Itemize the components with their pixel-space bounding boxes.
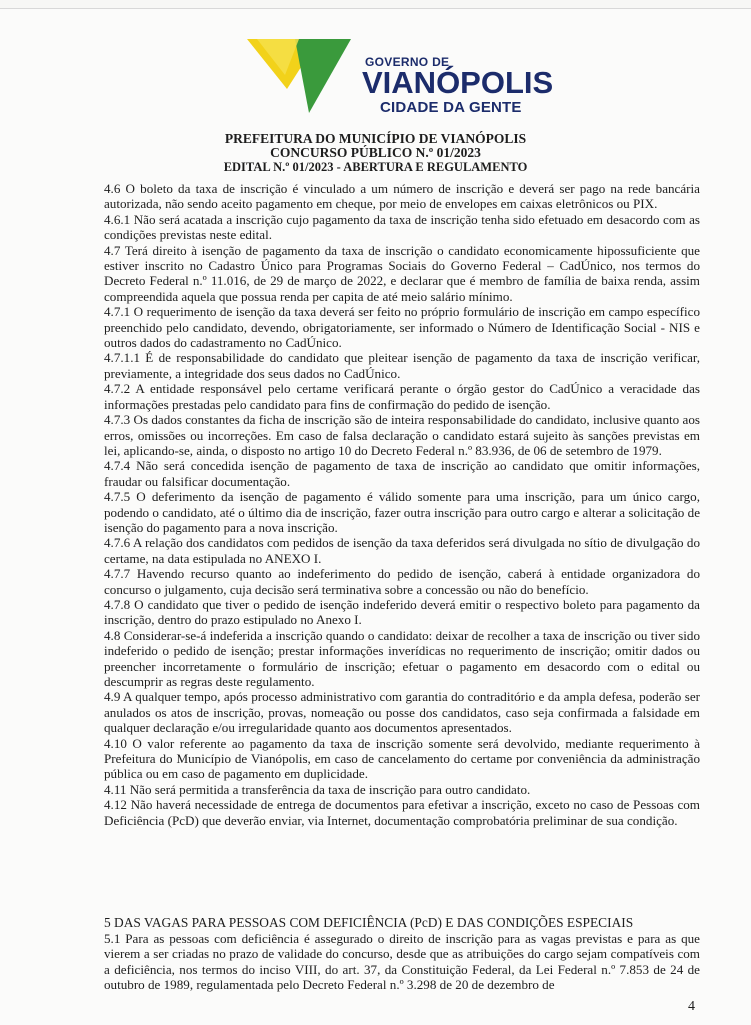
paragraph: 4.9 A qualquer tempo, após processo administrativo com garantia do contraditório e da ampla defesa, poderão ser anulados os atos de inscrição, provas, nomeação ou posse dos candidatos, caso seja confirmada a falsidade em qualquer declaração e/ou irregularidade quanto aos documentos apresentados. xyxy=(104,689,700,736)
paragraph: 4.8 Considerar-se-á indeferida a inscrição quando o candidato: deixar de recolher a taxa de inscrição ou tiver sido indeferido o pedido de isenção; prestar informações inverídicas no requerimento de inscrição; omitir dados ou preencher incorretamente o formulário de inscrição; efetuar o pagamento em desacordo com o edital ou descumprir as regras deste regulamento. xyxy=(104,627,700,689)
body-text xyxy=(104,181,700,828)
paragraph: 4.7.6 A relação dos candidatos com pedidos de isenção da taxa deferidos será divulgada no sítio de divulgação do certame, na data estipulada no ANEXO I. xyxy=(104,535,700,566)
paragraph: 4.7.5 O deferimento da isenção de pagamento é válido somente para uma inscrição, para um único cargo, podendo o candidato, até o último dia de inscrição, fazer outra inscrição para outro cargo e alterar a solicitação de isenção do pagamento para a nova inscrição. xyxy=(104,489,700,535)
logo-emblem-icon xyxy=(247,39,367,119)
paragraph: 4.7.1.1 É de responsabilidade do candidato que pleitear isenção de pagamento da taxa de inscrição verificar, previamente, a integridade dos seus dados no CadÚnico. xyxy=(104,350,700,381)
paragraph: 4.10 O valor referente ao pagamento da taxa de inscrição somente será devolvido, mediante requerimento à Prefeitura do Município de Vianópolis, em caso de cancelamento do certame por conveniência da administração pública ou em caso de pagamento em duplicidade. xyxy=(104,735,700,782)
paragraph: 4.6.1 Não será acatada a inscrição cujo pagamento da taxa de inscrição tenha sido efetuado em desacordo com as condições previstas neste edital. xyxy=(104,211,700,243)
paragraph: 4.6 O boleto da taxa de inscrição é vinculado a um número de inscrição e deverá ser pago na rede bancária autorizada, não sendo aceito pagamento em cheque, por meio de envelopes em caixas eletrônicos ou PIX. xyxy=(104,181,700,212)
header-edital: EDITAL N.º 01/2023 - ABERTURA E REGULAMENTO xyxy=(223,160,528,174)
paragraph: 4.7.4 Não será concedida isenção de pagamento de taxa de inscrição ao candidato que omitir informações, fraudar ou falsificar documentação. xyxy=(104,458,700,489)
paragraph: 4.7.2 A entidade responsável pelo certame verificará perante o órgão gestor do CadÚnico a veracidade das informações prestadas pelo candidato para fins de confirmação do pedido de isenção. xyxy=(104,381,700,412)
paragraph: 4.7.1 O requerimento de isenção da taxa deverá ser feito no próprio formulário de inscrição em campo específico preenchido pelo candidato, devendo, obrigatoriamente, ser informado o Número de Identificação Social - NIS e outros dados do cadastramento no CadÚnico. xyxy=(104,304,700,351)
section-5-title: 5 DAS VAGAS PARA PESSOAS COM DEFICIÊNCIA (PcD) E DAS CONDIÇÕES ESPECIAIS xyxy=(104,915,634,930)
paragraph: 5.1 Para as pessoas com deficiência é assegurado o direito de inscrição para as vagas previstas e para as que vierem a ser criadas no prazo de validade do concurso, desde que as atribuições do cargo sejam compatíveis com a deficiência, nos termos do inciso VIII, do art. 37, da Constituição Federal, da Lei Federal n.º 7.853 de 24 de outubro de 1989, regulamentada pelo Decreto Federal n.º 3.298 de 20 de dezembro de xyxy=(104,931,700,993)
header-contest: CONCURSO PÚBLICO N.º 01/2023 xyxy=(270,145,481,160)
section-5-body xyxy=(104,931,700,993)
logo-line-2: VIANÓPOLIS xyxy=(362,65,554,100)
document-page xyxy=(0,8,751,1025)
logo-line-1: GOVERNO DE xyxy=(365,55,450,69)
paragraph: 4.7.7 Havendo recurso quanto ao indeferimento do pedido de isenção, caberá à entidade organizadora do concurso o julgamento, cuja decisão será terminativa sobre a concessão ou não do benefício. xyxy=(104,566,700,597)
paragraph: 4.7.8 O candidato que tiver o pedido de isenção indeferido deverá emitir o respectivo boleto para pagamento da inscrição, dentro do prazo estipulado no Anexo I. xyxy=(104,596,700,628)
page-number: 4 xyxy=(688,999,695,1014)
paragraph: 4.11 Não será permitida a transferência da taxa de inscrição para outro candidato. xyxy=(104,781,531,797)
municipality-logo xyxy=(247,39,567,119)
paragraph: 4.7.3 Os dados constantes da ficha de inscrição são de inteira responsabilidade do candidato, inclusive quanto aos erros, omissões ou incorreções. Em caso de falsa declaração o candidato estará sujeito às sanções previstas em lei, aplicando-se, ainda, o disposto no artigo 10 do Decreto Federal n.º 83.936, de 06 de setembro de 1979. xyxy=(104,412,700,458)
logo-line-3: CIDADE DA GENTE xyxy=(380,99,522,116)
header-municipality: PREFEITURA DO MUNICÍPIO DE VIANÓPOLIS xyxy=(224,131,527,146)
paragraph: 4.12 Não haverá necessidade de entrega de documentos para efetivar a inscrição, exceto no caso de Pessoas com Deficiência (PcD) que deverão enviar, via Internet, documentação comprobatória preliminar de sua condição. xyxy=(104,797,700,828)
paragraph: 4.7 Terá direito à isenção de pagamento da taxa de inscrição o candidato economicamente hipossuficiente que estiver inscrito no Cadastro Único para Programas Sociais do Governo Federal – CadÚnico, nos termos do Decreto Federal n.º 11.016, de 29 de março de 2022, e declarar que é membro de família de baixa renda, assim compreendida aquela que possua renda per capita de até meio salário mínimo. xyxy=(104,242,700,304)
